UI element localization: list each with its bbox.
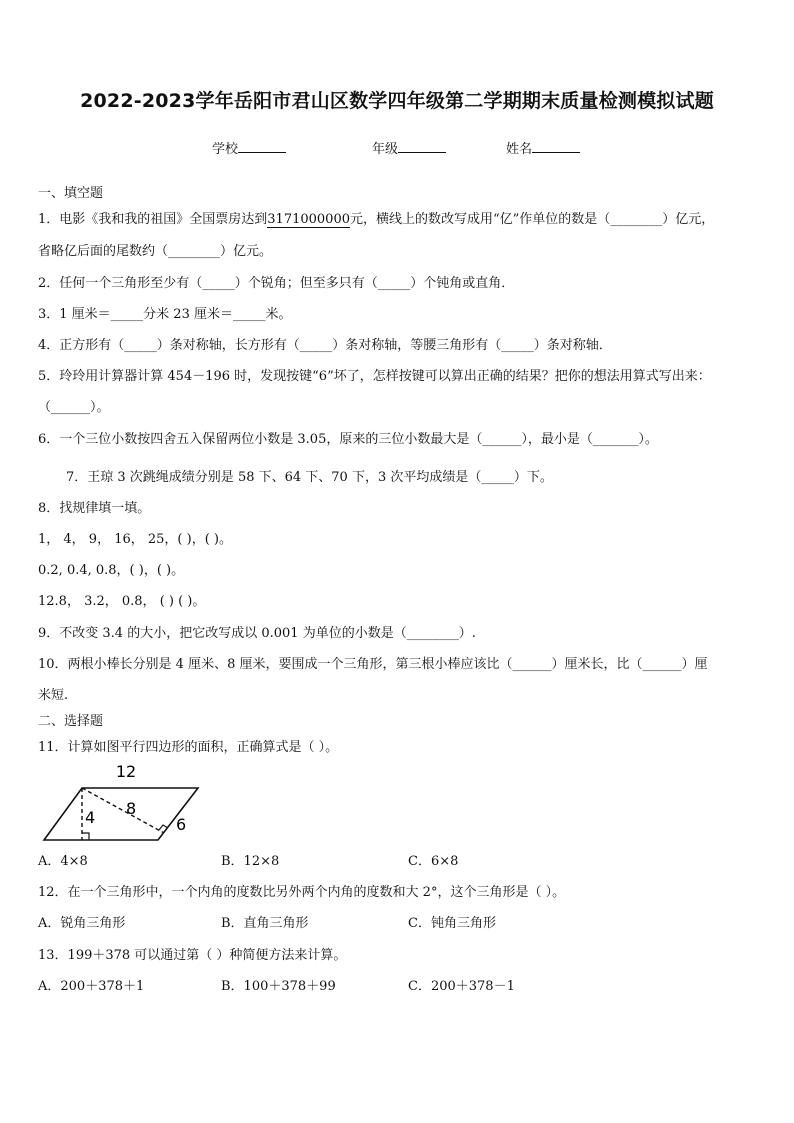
grade-field <box>372 138 446 157</box>
school-label: 学校 <box>212 142 239 157</box>
question-1-line2: 省略亿后面的尾数约（________）亿元。 <box>38 244 273 259</box>
question-6: 6．一个三位小数按四舍五入保留两位小数是 3.05，原来的三位小数最大是（______），最小是（_______）。 <box>38 432 658 447</box>
q13-option-a[interactable]: A．200＋378＋1 <box>38 979 145 994</box>
q11-option-b[interactable]: B．12×8 <box>221 854 280 869</box>
name-blank[interactable] <box>532 140 580 153</box>
q1-number: 3171000000 <box>267 212 350 227</box>
question-3: 3．1 厘米＝_____分米 23 厘米＝_____米。 <box>38 307 292 322</box>
q8-row-2: 0.2, 0.4, 0.8，( )，( )。 <box>38 563 185 578</box>
question-10: 10．两根小棒长分别是 4 厘米、8 厘米，要围成一个三角形，第三根小棒应该比（______）厘米长，比（______）厘 <box>38 657 708 672</box>
question-10-line2: 米短. <box>38 688 69 703</box>
question-13: 13．199＋378 可以通过第（ ）种简便方法来计算。 <box>38 948 347 963</box>
section-choice: 二、选择题 <box>38 714 104 729</box>
label-side: 6 <box>176 815 187 834</box>
exam-title: 2022-2023学年岳阳市君山区数学四年级第二学期期末质量检测模拟试题 <box>80 90 714 112</box>
height-right-angle <box>82 833 89 840</box>
q13-option-b[interactable]: B．100＋378＋99 <box>221 979 336 994</box>
section-fill-in: 一、填空题 <box>38 186 104 201</box>
school-field <box>212 138 286 157</box>
question-4: 4．正方形有（_____）条对称轴，长方形有（_____）条对称轴，等腰三角形有（_____）条对称轴． <box>38 338 612 353</box>
q13-option-c[interactable]: C．200＋378－1 <box>408 979 515 994</box>
question-1 <box>38 208 714 227</box>
label-top: 12 <box>115 762 137 781</box>
q11-option-c[interactable]: C．6×8 <box>408 854 459 869</box>
question-7: 7．王琼 3 次跳绳成绩分别是 58 下、64 下、70 下，3 次平均成绩是（_____）下。 <box>66 470 553 485</box>
grade-label: 年级 <box>372 142 399 157</box>
q8-row-1: 1， 4， 9， 16， 25，( )，( )。 <box>38 532 232 547</box>
q12-option-a[interactable]: A．锐角三角形 <box>38 916 126 931</box>
parallelogram-shape <box>44 788 198 840</box>
q12-option-b[interactable]: B．直角三角形 <box>221 916 309 931</box>
q12-option-c[interactable]: C．钝角三角形 <box>408 916 496 931</box>
name-field <box>506 138 580 157</box>
question-2: 2．任何一个三角形至少有（_____）个锐角；但至多只有（_____）个钝角或直角． <box>38 276 515 291</box>
question-8: 8．找规律填一填。 <box>38 501 151 516</box>
q1-pre: 1．电影《我和我的祖国》全国票房达到 <box>38 212 268 227</box>
grade-blank[interactable] <box>398 140 446 153</box>
q11-option-a[interactable]: A．4×8 <box>38 854 88 869</box>
question-5-line2: （______）。 <box>38 400 110 415</box>
label-diagonal: 8 <box>126 799 137 818</box>
label-height: 4 <box>85 808 96 827</box>
question-11: 11．计算如图平行四边形的面积，正确算式是（ ）。 <box>38 740 339 755</box>
parallelogram-figure <box>38 760 208 846</box>
q8-row-3: 12.8， 3.2， 0.8， ( ) ( )。 <box>38 594 206 609</box>
q1-post: 元，横线上的数改写成用“亿”作单位的数是（________）亿元， <box>350 212 715 227</box>
question-9: 9．不改变 3.4 的大小，把它改写成以 0.001 为单位的小数是（________）. <box>38 626 476 641</box>
question-12: 12．在一个三角形中，一个内角的度数比另外两个内角的度数和大 2°，这个三角形是（ ）。 <box>38 885 566 900</box>
question-5: 5．玲玲用计算器计算 454－196 时，发现按键“6”坏了，怎样按键可以算出正确的结果？把你的想法用算式写出来： <box>38 369 711 384</box>
name-label: 姓名 <box>506 142 533 157</box>
school-blank[interactable] <box>238 140 286 153</box>
